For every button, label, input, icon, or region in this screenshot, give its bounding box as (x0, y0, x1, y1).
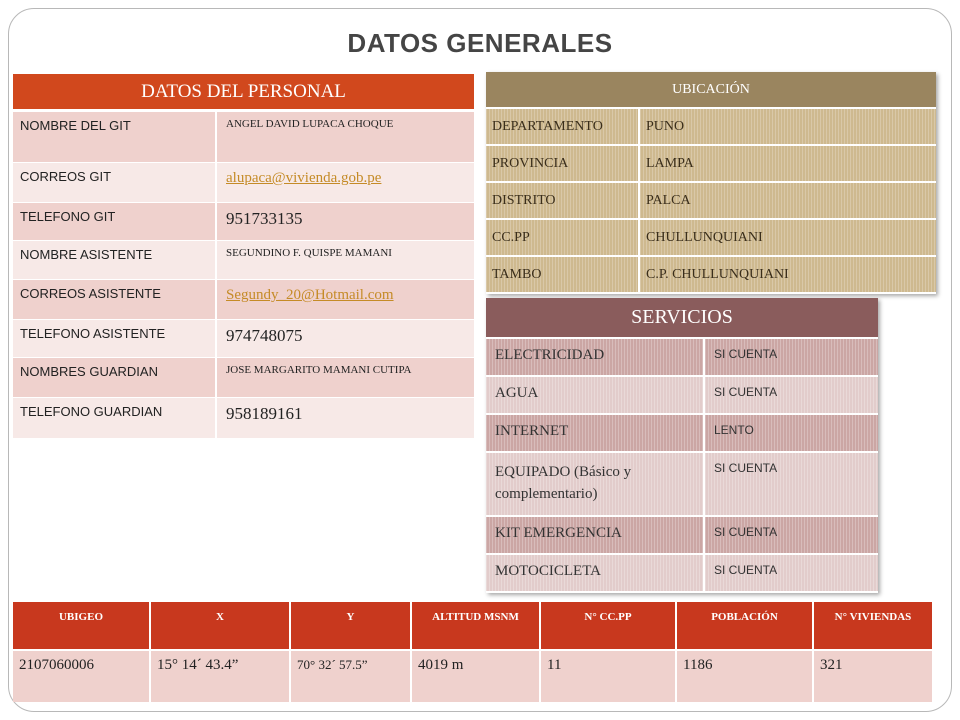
servicios-row-agua (486, 376, 878, 414)
internet-label: INTERNET (486, 414, 704, 452)
ubigeo-header: UBIGEO (13, 602, 150, 650)
servicios-header: SERVICIOS (486, 298, 878, 338)
personal-row-telefono-asistente (13, 320, 474, 358)
nombre-asistente-value: SEGUNDINO F. QUISPE MAMANI (216, 241, 474, 280)
telefono-git-value: 951733135 (216, 203, 474, 241)
ubicacion-row-ccpp (486, 219, 936, 256)
telefono-asistente-value: 974748075 (216, 320, 474, 358)
correos-asistente-link[interactable]: Segundy_20@Hotmail.com (226, 287, 394, 303)
personal-row-telefono-git (13, 203, 474, 241)
tambo-label: TAMBO (486, 256, 639, 293)
servicios-row-equipado (486, 452, 878, 516)
telefono-git-label: TELEFONO GIT (13, 203, 216, 241)
telefono-guardian-value: 958189161 (216, 398, 474, 438)
correos-git-link[interactable]: alupaca@vivienda.gob.pe (226, 170, 382, 186)
ubicacion-row-provincia (486, 145, 936, 182)
x-header: X (150, 602, 290, 650)
kit-emergencia-label: KIT EMERGENCIA (486, 516, 704, 554)
personal-row-correos-git (13, 163, 474, 203)
altitud-value: 4019 m (411, 650, 540, 702)
motocicleta-value: SI CUENTA (704, 554, 878, 592)
altitud-header: ALTITUD MSNM (411, 602, 540, 650)
ccpp-count-value: 11 (540, 650, 676, 702)
ubigeo-value-row (13, 650, 933, 702)
departamento-value: PUNO (639, 108, 936, 145)
agua-value: SI CUENTA (704, 376, 878, 414)
equipado-value: SI CUENTA (704, 452, 878, 516)
equipado-label: EQUIPADO (Básico y complementario) (486, 452, 704, 516)
personal-table (13, 73, 474, 438)
servicios-row-internet (486, 414, 878, 452)
personal-row-nombres-guardian (13, 358, 474, 398)
nombre-git-value: ANGEL DAVID LUPACA CHOQUE (216, 111, 474, 163)
telefono-asistente-label: TELEFONO ASISTENTE (13, 320, 216, 358)
nombre-git-label: NOMBRE DEL GIT (13, 111, 216, 163)
motocicleta-label: MOTOCICLETA (486, 554, 704, 592)
servicios-row-electricidad (486, 338, 878, 376)
nombres-guardian-value: JOSE MARGARITO MAMANI CUTIPA (216, 358, 474, 398)
x-value: 15° 14´ 43.4” (150, 650, 290, 702)
y-header: Y (290, 602, 411, 650)
ubicacion-row-tambo (486, 256, 936, 293)
ubicacion-table (486, 72, 936, 294)
ccpp-label: CC.PP (486, 219, 639, 256)
personal-row-nombre-asistente (13, 241, 474, 280)
servicios-table (486, 298, 878, 593)
viviendas-header: N° VIVIENDAS (813, 602, 933, 650)
personal-row-correos-asistente (13, 280, 474, 320)
page-title: DATOS GENERALES (347, 28, 613, 58)
ubicacion-row-departamento (486, 108, 936, 145)
kit-emergencia-value: SI CUENTA (704, 516, 878, 554)
electricidad-value: SI CUENTA (704, 338, 878, 376)
ubigeo-header-row (13, 602, 933, 650)
ubigeo-value: 2107060006 (13, 650, 150, 702)
provincia-value: LAMPA (639, 145, 936, 182)
personal-header: DATOS DEL PERSONAL (13, 74, 474, 111)
poblacion-header: POBLACIÓN (676, 602, 813, 650)
correos-asistente-label: CORREOS ASISTENTE (13, 280, 216, 320)
tambo-value: C.P. CHULLUNQUIANI (639, 256, 936, 293)
distrito-value: PALCA (639, 182, 936, 219)
electricidad-label: ELECTRICIDAD (486, 338, 704, 376)
personal-row-nombre-git (13, 111, 474, 163)
ubicacion-header: UBICACIÓN (486, 72, 936, 108)
y-value: 70° 32´ 57.5” (290, 650, 411, 702)
poblacion-value: 1186 (676, 650, 813, 702)
telefono-guardian-label: TELEFONO GUARDIAN (13, 398, 216, 438)
correos-git-label: CORREOS GIT (13, 163, 216, 203)
departamento-label: DEPARTAMENTO (486, 108, 639, 145)
distrito-label: DISTRITO (486, 182, 639, 219)
servicios-row-motocicleta (486, 554, 878, 592)
nombres-guardian-label: NOMBRES GUARDIAN (13, 358, 216, 398)
agua-label: AGUA (486, 376, 704, 414)
ccpp-value: CHULLUNQUIANI (639, 219, 936, 256)
servicios-row-kit-emergencia (486, 516, 878, 554)
ubigeo-table (13, 602, 934, 702)
internet-value: LENTO (704, 414, 878, 452)
provincia-label: PROVINCIA (486, 145, 639, 182)
viviendas-value: 321 (813, 650, 933, 702)
personal-row-telefono-guardian (13, 398, 474, 438)
nombre-asistente-label: NOMBRE ASISTENTE (13, 241, 216, 280)
ccpp-count-header: N° CC.PP (540, 602, 676, 650)
ubicacion-row-distrito (486, 182, 936, 219)
